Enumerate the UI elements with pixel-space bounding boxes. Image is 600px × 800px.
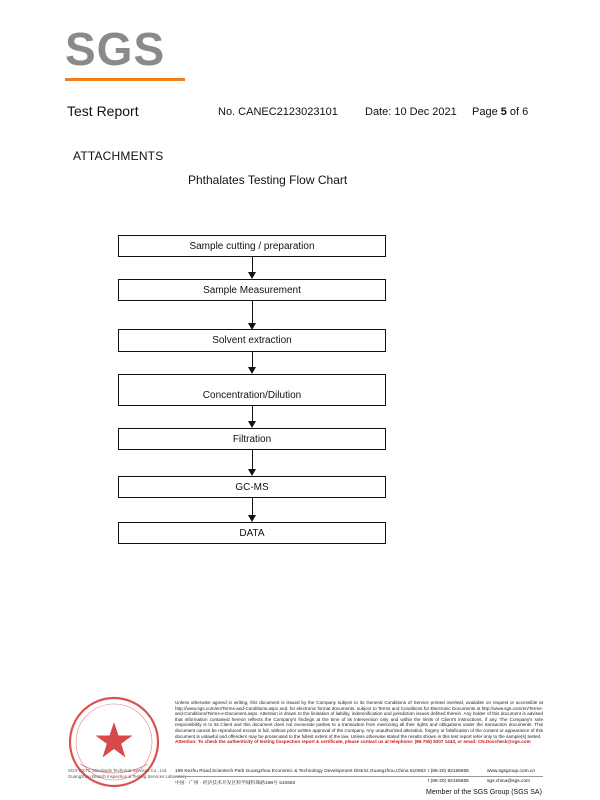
arrow-6 <box>248 515 256 522</box>
section-title: ATTACHMENTS <box>73 149 164 163</box>
footer-disclaimer: Unless otherwise agreed in writing, this document is issued by the Company subject to its General Conditions of Service printed overleaf, available on request or accessible at http://www.sgs.com/en/Terms-and-Conditions.aspx and, for electronic format documents, subject to Terms and Conditions for Electronic Documents at http://www.sgs.com/en/Terms-and-Conditions/Terms-e-Document.aspx. Attention is drawn to the limitation of liability, indemnification and jurisdiction issues defined therein. Any holder of this document is advised that information contained hereon reflects the Company's findings at the time of its intervention only and within the limits of Client's instructions, if any. The Company's sole responsibility is to its Client and this document does not exonerate parties to a transaction from exercising all their rights and obligations under the transaction documents. This document cannot be reproduced except in full, without prior written approval of the Company. Any unauthorized alteration, forgery or falsification of the content or appearance of this document is unlawful and offenders may be prosecuted to the fullest extent of the law. Unless otherwise stated the results shown in this test report refer only to the sample(s) tested. <box>175 700 543 739</box>
flow-step-5: Filtration <box>118 428 386 450</box>
page-prefix: Page <box>472 106 501 118</box>
website-link[interactable]: www.sgsgroup.com.cn <box>487 769 535 774</box>
address-chinese: 中国 · 广州 · 经济技术开发区科学城科珠路198号 510663 <box>175 781 296 786</box>
connector-3 <box>252 352 253 367</box>
flow-step-2: Sample Measurement <box>118 279 386 301</box>
seal-caption-line-1: SGS-CSTC Standards Technical Services Co., Ltd. <box>68 768 168 773</box>
logo-accent-line <box>65 78 185 81</box>
page-current: 5 <box>500 106 507 118</box>
report-date: Date: 10 Dec 2021 <box>365 106 457 118</box>
address-english: 198 Kezhu Road,Scientech Park Guangzhou Economic & Technology Development District,Guangzhou,China 510663 <box>175 769 426 774</box>
flow-step-1: Sample cutting / preparation <box>118 235 386 257</box>
flow-step-4: Concentration/Dilution <box>118 374 386 406</box>
connector-4 <box>252 406 253 421</box>
email-link[interactable]: sgs.china@sgs.com <box>487 779 530 784</box>
arrow-5 <box>248 469 256 476</box>
telephone-1: t (86-20) 82155555 <box>428 769 469 774</box>
arrow-3 <box>248 367 256 374</box>
sgs-logo <box>65 22 190 82</box>
connector-5 <box>252 450 253 469</box>
report-number: No. CANEC2123023101 <box>218 106 338 118</box>
seal-caption <box>68 768 187 780</box>
connector-1 <box>252 257 253 272</box>
member-statement: Member of the SGS Group (SGS SA) <box>426 789 542 796</box>
report-title: Test Report <box>67 103 139 119</box>
footer-disclaimer-block <box>175 700 543 745</box>
flow-step-6: GC-MS <box>118 476 386 498</box>
connector-2 <box>252 301 253 323</box>
arrow-1 <box>248 272 256 279</box>
logo-text: SGS <box>65 23 166 75</box>
flow-step-3: Solvent extraction <box>118 329 386 352</box>
seal-caption-line-2: Guangzhou Branch Inspection & Testing Services Laboratory <box>68 774 187 779</box>
arrow-4 <box>248 421 256 428</box>
footer-attention: Attention: To check the authenticity of testing /inspection report & certificate, please contact us at telephone: (86-755) 8307 1443, or email: CN.Doccheck@sgs.com <box>175 739 531 745</box>
address-divider <box>175 776 543 777</box>
flow-step-7: DATA <box>118 522 386 544</box>
connector-6 <box>252 498 253 515</box>
page-indicator <box>472 106 528 118</box>
page-suffix: of 6 <box>506 106 529 118</box>
flow-chart-title: Phthalates Testing Flow Chart <box>188 173 348 187</box>
telephone-2: t (86-20) 82155555 <box>428 779 469 784</box>
